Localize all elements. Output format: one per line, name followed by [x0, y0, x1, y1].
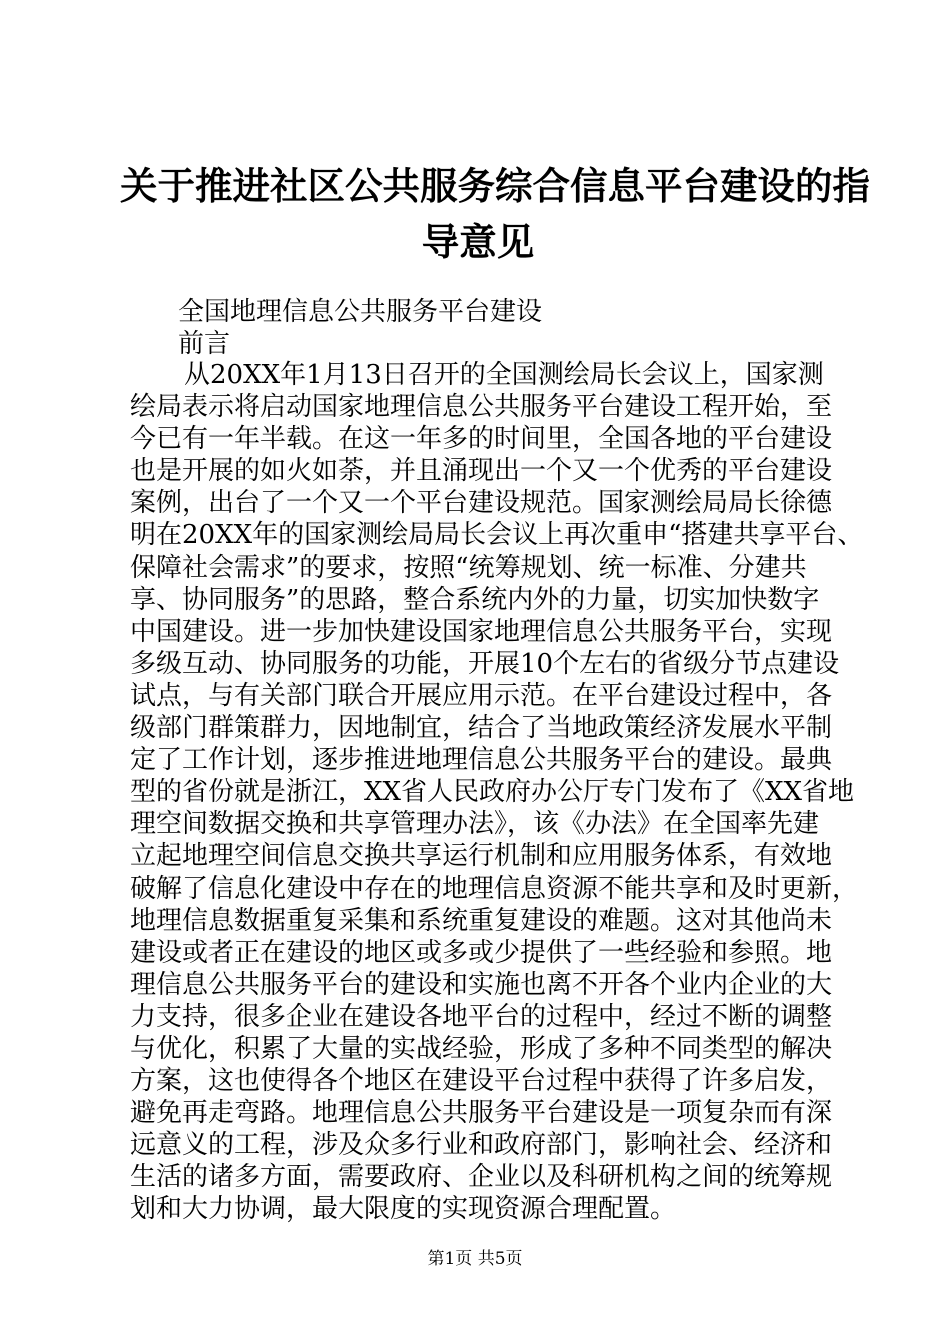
paragraph-line: 也是开展的如火如荼，并且涌现出一个又一个优秀的平台建设: [130, 456, 833, 487]
paragraph-line: 生活的诸多方面，需要政府、企业以及科研机构之间的统筹规: [130, 1162, 833, 1193]
paragraph-line: 理信息公共服务平台的建设和实施也离不开各个业内企业的大: [130, 969, 833, 1000]
title-line-1: 关于推进社区公共服务综合信息平台建设的指: [120, 164, 870, 208]
paragraph-line: 与优化，积累了大量的实战经验，形成了多种不同类型的解决: [130, 1033, 833, 1064]
paragraph-line: 多级互动、协同服务的功能，开展10个左右的省级分节点建设: [130, 648, 840, 679]
paragraph-line: 型的省份就是浙江，XX省人民政府办公厅专门发布了《XX省地: [130, 777, 855, 808]
document-title: [120, 158, 870, 270]
paragraph-line: 地理信息数据重复采集和系统重复建设的难题。这对其他尚未: [130, 905, 833, 936]
paragraph-line: 避免再走弯路。地理信息公共服务平台建设是一项复杂而有深: [130, 1098, 833, 1129]
title-line-2: 导意见: [421, 220, 535, 264]
paragraph-line: 绘局表示将启动国家地理信息公共服务平台建设工程开始，至: [130, 392, 833, 423]
paragraph-line: 破解了信息化建设中存在的地理信息资源不能共享和及时更新，: [130, 873, 859, 904]
paragraph-line: 级部门群策群力，因地制宜，结合了当地政策经济发展水平制: [130, 713, 833, 744]
paragraph-line: 建设或者正在建设的地区或多或少提供了一些经验和参照。地: [130, 937, 833, 968]
paragraph-line: 定了工作计划，逐步推进地理信息公共服务平台的建设。最典: [130, 745, 833, 776]
paragraph-line: 中国建设。进一步加快建设国家地理信息公共服务平台，实现: [130, 616, 833, 647]
page-footer: 第1页 共5页: [427, 1249, 523, 1269]
paragraph-line: 今已有一年半载。在这一年多的时间里，全国各地的平台建设: [130, 424, 833, 455]
paragraph-line: 明在20XX年的国家测绘局局长会议上再次重申“搭建共享平台、: [130, 520, 864, 551]
body-paragraph: [130, 359, 864, 1226]
paragraph-line: 试点，与有关部门联合开展应用示范。在平台建设过程中，各: [130, 680, 833, 711]
paragraph-line: 划和大力协调，最大限度的实现资源合理配置。: [130, 1194, 677, 1225]
paragraph-line: 方案，这也使得各个地区在建设平台过程中获得了许多启发，: [130, 1066, 833, 1097]
paragraph-line: 力支持，很多企业在建设各地平台的过程中，经过不断的调整: [130, 1001, 833, 1032]
paragraph-line: 立起地理空间信息交换共享运行机制和应用服务体系，有效地: [130, 841, 833, 872]
paragraph-line: 案例，出台了一个又一个平台建设规范。国家测绘局局长徐德: [130, 488, 833, 519]
paragraph-line: 保障社会需求”的要求，按照“统筹规划、统一标准、分建共: [130, 552, 807, 583]
paragraph-line: 从20XX年1月13日召开的全国测绘局长会议上，国家测: [184, 360, 824, 390]
paragraph-line: 远意义的工程，涉及众多行业和政府部门，影响社会、经济和: [130, 1130, 833, 1161]
section-heading: 前言: [178, 329, 231, 359]
paragraph-line: 理空间数据交换和共享管理办法》，该《办法》在全国率先建: [130, 809, 820, 840]
document-subtitle: 全国地理信息公共服务平台建设: [178, 297, 543, 327]
paragraph-line: 享、协同服务”的思路，整合系统内外的力量，切实加快数字: [130, 584, 820, 615]
